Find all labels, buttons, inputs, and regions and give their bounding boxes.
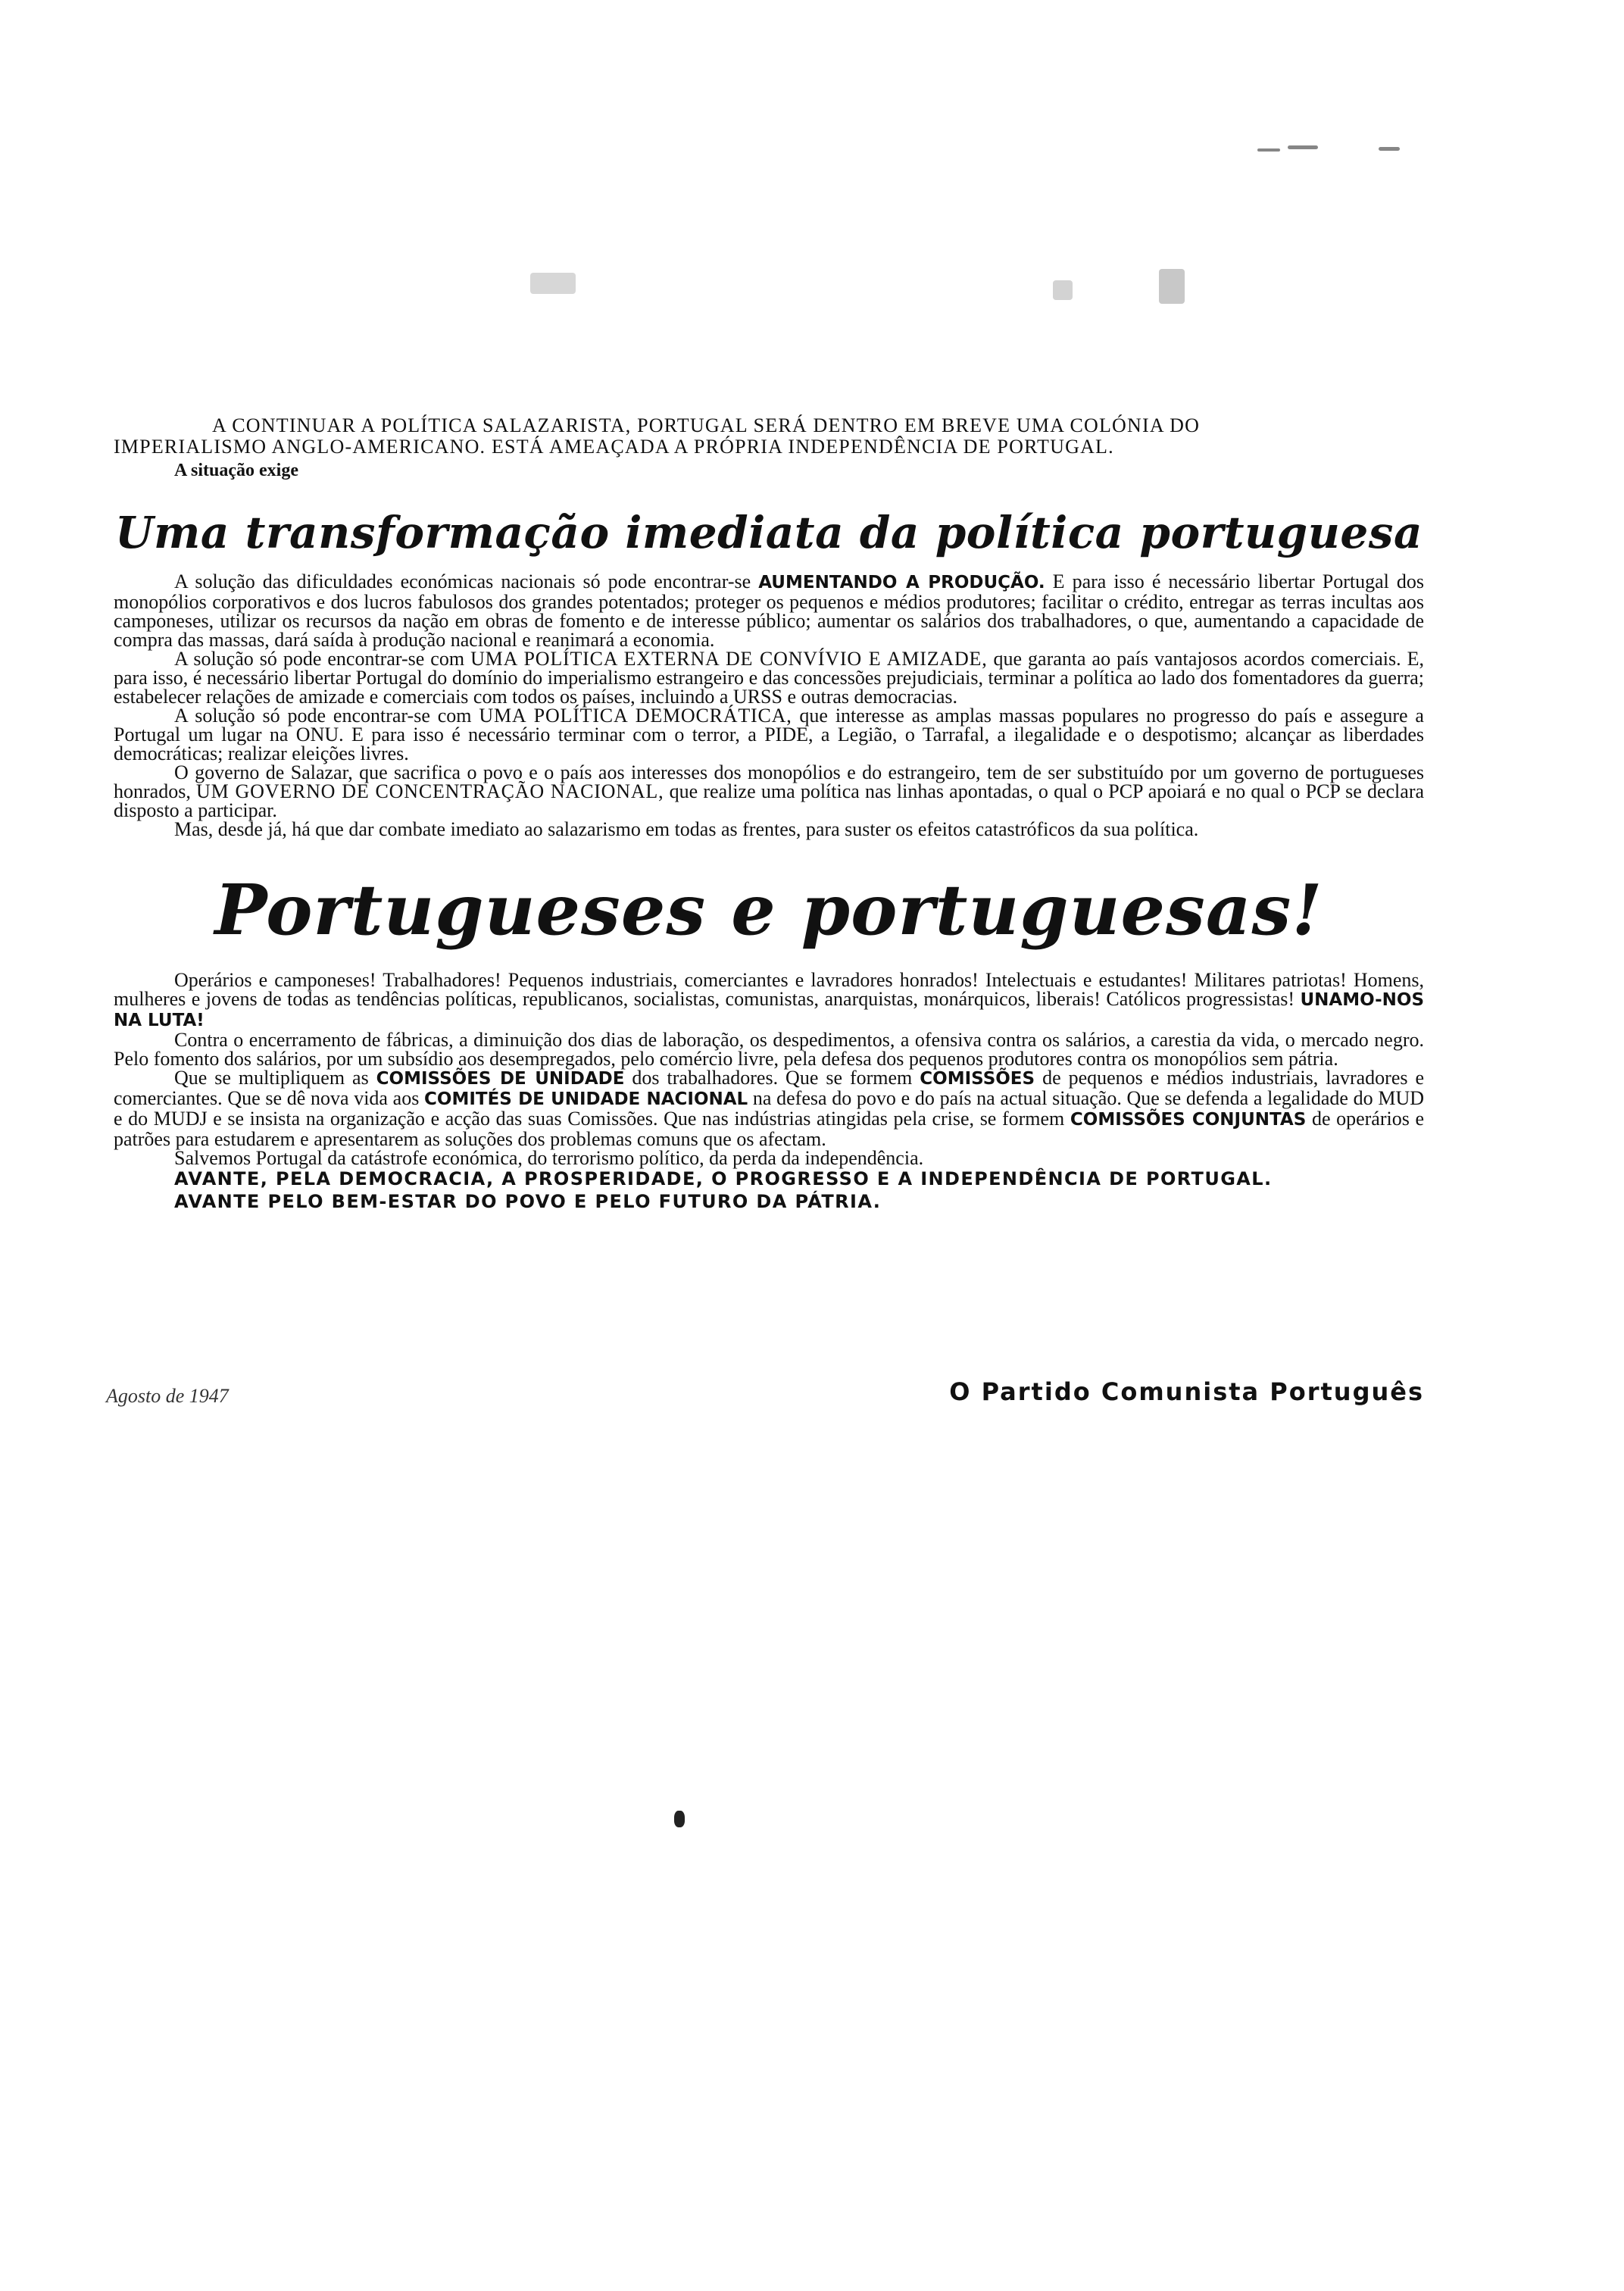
paragraph-text: de operários e patrões para estudarem e apresentarem as soluções dos problemas comuns que os afectam.: [114, 1108, 1425, 1150]
paragraph-text: que garanta ao país vantajosos acordos comerciais. E, para isso, é necessário libertar Portugal do domínio do imperialismo estrangeiro e das concessões prejudiciais, terminar a política ao lado dos fomentadores da guerra; estabelecer relações de amizade e comerciais com todos os países, incluindo a URSS e outras democracias.: [114, 648, 1425, 708]
paragraph-text: de pequenos e médios industriais, lavradores e comerciantes. Que se dê nova vida aos: [114, 1067, 1424, 1109]
scan-artifact: [1288, 145, 1318, 149]
date-line: Agosto de 1947: [106, 1385, 229, 1407]
emphasis-text: COMISSÕES CONJUNTAS: [1070, 1110, 1307, 1130]
lead-line: A CONTINUAR A POLÍTICA SALAZARISTA, PORTUGAL SERÁ DENTRO EM BREVE UMA COLÓNIA DO: [212, 414, 1201, 436]
paragraph-text: A solução só pode encontrar-se com: [174, 705, 472, 727]
scan-artifact: [1379, 147, 1400, 151]
scan-artifact: [1159, 269, 1185, 304]
paragraph-text: na defesa do povo e do país na actual situação. Que se defenda a legalidade do MUD e do MUDJ e se insista na organização e acção das suas Comissões. Que nas indústrias atingidas pela crise, se formem: [114, 1087, 1425, 1130]
slogan: AVANTE PELO BEM-ESTAR DO POVO E PELO FUTURO DA PÁTRIA.: [174, 1191, 882, 1212]
paragraph-text: que interesse as amplas massas populares no progresso do país e assegure a Portugal um lugar na ONU. E para isso é necessário terminar com o terror, a PIDE, a Legião, o Tarrafal, a ilegalidade e o despotismo; alcançar as liberdades democráticas; realizar eleições livres.: [114, 705, 1424, 764]
emphasis-text: UNAMO-NOS NA LUTA!: [114, 990, 1425, 1030]
lead-line: IMPERIALISMO ANGLO-AMERICANO. ESTÁ AMEAÇADA A PRÓPRIA INDEPENDÊNCIA DE PORTUGAL.: [114, 436, 1114, 458]
paragraph: [114, 763, 1424, 820]
situation-label: A situação exige: [174, 461, 298, 480]
emphasis-text: COMITÉS DE UNIDADE NACIONAL: [424, 1089, 748, 1109]
paragraph: [114, 970, 1424, 1030]
caps-text: UMA POLÍTICA EXTERNA DE CONVÍVIO E AMIZADE,: [470, 648, 988, 670]
emphasis-text: COMISSÕES DE UNIDADE: [376, 1069, 625, 1089]
paragraph: Mas, desde já, há que dar combate imediato ao salazarismo em todas as frentes, para suster os efeitos catastróficos da sua política.: [174, 818, 1199, 840]
paragraph: Salvemos Portugal da catástrofe económica, do terrorismo político, da perda da independência.: [174, 1147, 924, 1169]
appeal-headline: Portugueses e portuguesas!: [214, 869, 1323, 951]
paragraph-text: Operários e camponeses! Trabalhadores! Pequenos industriais, comerciantes e lavradores honrados! Intelectuais e estudantes! Militares patriotas! Homens, mulheres e jovens de todas as tendências políticas, republicanos, socialistas, comunistas, anarquistas, monárquicos, liberais! Católicos progressistas!: [114, 969, 1424, 1010]
paragraph-text: que realize uma política nas linhas apontadas, o qual o PCP apoiará e no qual o PCP se declara disposto a participar.: [114, 780, 1425, 821]
scan-artifact: [1257, 148, 1280, 152]
leaflet-footer: [106, 1377, 1424, 1415]
paragraph: [114, 572, 1424, 649]
emphasis-text: AUMENTANDO A PRODUÇÃO.: [758, 573, 1045, 592]
scan-artifact: [530, 273, 576, 294]
signature: O Partido Comunista Português: [949, 1377, 1424, 1406]
paragraph-text: A solução das dificuldades económicas nacionais só pode encontrar-se: [174, 570, 751, 592]
slogan: AVANTE, PELA DEMOCRACIA, A PROSPERIDADE, O PROGRESSO E A INDEPENDÊNCIA DE PORTUGAL.: [174, 1168, 1273, 1189]
caps-text: UM GOVERNO DE CONCENTRAÇÃO NACIONAL,: [196, 780, 664, 802]
leaflet-body: [114, 415, 1424, 1213]
paragraph: [114, 706, 1424, 763]
paragraph-text: O governo de Salazar, que sacrifica o povo e o país aos interesses dos monopólios e do estrangeiro, tem de ser substituído por um governo de portugueses honrados,: [114, 761, 1424, 802]
section-headline: Uma transformação imediata da política portuguesa: [114, 507, 1423, 558]
scan-artifact: [1053, 280, 1073, 300]
emphasis-text: COMISSÕES: [920, 1069, 1035, 1089]
paragraph-text: A solução só pode encontrar-se com: [174, 648, 465, 670]
paragraph: Contra o encerramento de fábricas, a diminuição dos dias de laboração, os despedimentos, a ofensiva contra os salários, a carestia da vida, o mercado negro. Pelo fomento dos salários, por um subsídio aos desempregados, pelo comércio livre, pela defesa dos pequenos produtores contra os monopólios sem pátria.: [114, 1029, 1424, 1070]
paragraph: [114, 649, 1424, 706]
paragraph-text: Que se multipliquem as: [174, 1067, 369, 1089]
caps-text: UMA POLÍTICA DEMOCRÁTICA,: [479, 705, 792, 727]
paragraph-text: dos trabalhadores. Que se formem: [632, 1067, 913, 1089]
paragraph: [114, 1068, 1424, 1149]
paragraph-text: E para isso é necessário libertar Portugal dos monopólios corporativos e dos lucros fabulosos dos grandes potentados; proteger os pequenos e médios produtores; facilitar o crédito, entregar as terras incultas aos camponeses, utilizar os recursos da nação em obras de fomento e de interesse público; aumentar os salários dos trabalhadores, o que, aumentando a capacidade de compra das massas, dará saída à produção nacional e reanimará a economia.: [114, 570, 1425, 651]
ink-blot: [674, 1811, 685, 1827]
